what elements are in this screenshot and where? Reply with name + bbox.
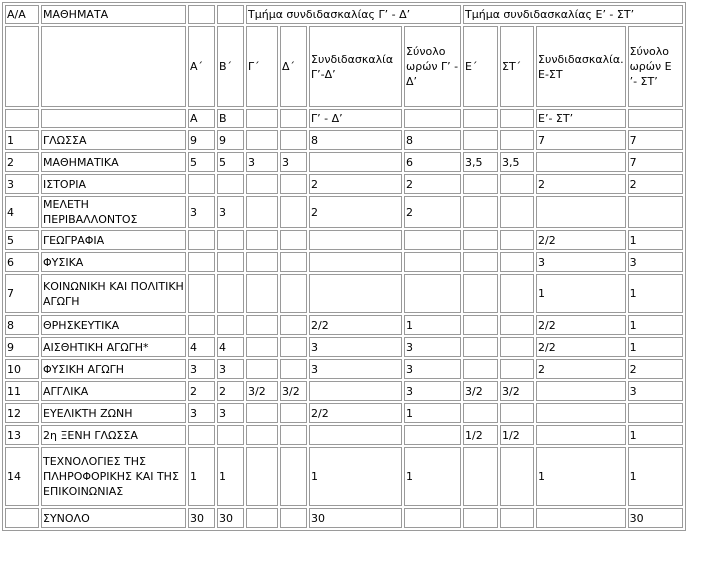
hours-cd-total: 1 (404, 447, 461, 506)
hours-est-total: 7 (628, 152, 683, 172)
hours-e: 3/2 (463, 381, 498, 401)
hours-e (463, 196, 498, 228)
hours-b: 2 (217, 381, 244, 401)
total-cell (5, 508, 39, 528)
header-row (5, 5, 683, 24)
hours-est-total: 3 (628, 381, 683, 401)
hours-a: 9 (188, 130, 215, 150)
hours-c (246, 447, 278, 506)
hours-c (246, 230, 278, 250)
hours-st: 1/2 (500, 425, 534, 445)
hours-e (463, 447, 498, 506)
hours-a (188, 230, 215, 250)
hours-cd-total: 3 (404, 381, 461, 401)
hours-cd-total (404, 425, 461, 445)
row-number: 7 (5, 274, 39, 313)
hours-est-joint: 2 (536, 359, 626, 379)
hours-cd-joint: 1 (309, 447, 402, 506)
total-cell (246, 508, 278, 528)
hours-cd-joint (309, 425, 402, 445)
hours-st (500, 230, 534, 250)
hours-cd-total: 1 (404, 315, 461, 335)
hours-st (500, 274, 534, 313)
hours-c (246, 359, 278, 379)
subject-name: ΜΕΛΕΤΗ ΠΕΡΙΒΑΛΛΟΝΤΟΣ (41, 196, 186, 228)
hours-a: 3 (188, 196, 215, 228)
total-cell (463, 508, 498, 528)
row-number: 13 (5, 425, 39, 445)
column-label-b: Β΄ (217, 26, 244, 107)
hours-d (280, 403, 307, 423)
hours-est-total (628, 196, 683, 228)
hours-d (280, 274, 307, 313)
hours-d (280, 174, 307, 194)
hours-cd-joint: 8 (309, 130, 402, 150)
total-cell (536, 508, 626, 528)
total-cell (280, 508, 307, 528)
table-row (5, 425, 683, 445)
group-labels-row (5, 109, 683, 128)
hours-cd-joint: 2/2 (309, 315, 402, 335)
subject-name: ΕΥΕΛΙΚΤΗ ΖΩΝΗ (41, 403, 186, 423)
hours-d (280, 130, 307, 150)
hours-e (463, 130, 498, 150)
hours-b: 3 (217, 403, 244, 423)
hours-a: 3 (188, 403, 215, 423)
hours-cd-total: 6 (404, 152, 461, 172)
hours-st (500, 337, 534, 357)
hours-st (500, 315, 534, 335)
hours-est-joint: 2/2 (536, 230, 626, 250)
table-row (5, 274, 683, 313)
group-cell: Α (188, 109, 215, 128)
row-number: 9 (5, 337, 39, 357)
hours-a (188, 274, 215, 313)
column-label-e: Ε΄ (463, 26, 498, 107)
curriculum-table (2, 2, 686, 531)
total-cell (404, 508, 461, 528)
hours-st (500, 252, 534, 272)
hours-b: 9 (217, 130, 244, 150)
hours-est-joint (536, 425, 626, 445)
hours-st (500, 174, 534, 194)
total-cell: 30 (217, 508, 244, 528)
hours-est-joint: 2/2 (536, 337, 626, 357)
table-row (5, 230, 683, 250)
hours-e (463, 174, 498, 194)
group-cell (41, 109, 186, 128)
hours-e (463, 230, 498, 250)
hours-c (246, 174, 278, 194)
hours-est-joint: 3 (536, 252, 626, 272)
row-number: 10 (5, 359, 39, 379)
row-number: 3 (5, 174, 39, 194)
hours-c (246, 274, 278, 313)
hours-cd-joint (309, 381, 402, 401)
hours-cd-total: 2 (404, 174, 461, 194)
row-number: 8 (5, 315, 39, 335)
hours-c (246, 403, 278, 423)
row-number: 14 (5, 447, 39, 506)
group-cell (280, 109, 307, 128)
column-label-subject (41, 26, 186, 107)
total-cell: 30 (188, 508, 215, 528)
row-number: 1 (5, 130, 39, 150)
hours-cd-joint: 3 (309, 337, 402, 357)
subject-name: ΚΟΙΝΩΝΙΚΗ ΚΑΙ ΠΟΛΙΤΙΚΗ ΑΓΩΓΗ (41, 274, 186, 313)
hours-st (500, 403, 534, 423)
total-cell: 30 (309, 508, 402, 528)
column-label-st: ΣΤ΄ (500, 26, 534, 107)
hours-e (463, 274, 498, 313)
hours-cd-joint (309, 152, 402, 172)
hours-d (280, 315, 307, 335)
subject-name: ΦΥΣΙΚΑ (41, 252, 186, 272)
hours-d: 3 (280, 152, 307, 172)
hours-b (217, 230, 244, 250)
subject-name: ΜΑΘΗΜΑΤΙΚΑ (41, 152, 186, 172)
header-group-est: Τμήμα συνδιδασκαλίας Ε’ - ΣΤ’ (463, 5, 683, 24)
group-cell (628, 109, 683, 128)
group-cell: Β (217, 109, 244, 128)
hours-st (500, 130, 534, 150)
column-label-cd-joint: Συνδιδασκαλία Γ’-Δ’ (309, 26, 402, 107)
table-row (5, 337, 683, 357)
hours-e (463, 337, 498, 357)
table-row (5, 152, 683, 172)
total-cell (500, 508, 534, 528)
row-number: 11 (5, 381, 39, 401)
subject-name: ΘΡΗΣΚΕΥΤΙΚΑ (41, 315, 186, 335)
hours-est-joint (536, 403, 626, 423)
total-label: ΣΥΝΟΛΟ (41, 508, 186, 528)
hours-cd-total (404, 274, 461, 313)
hours-b: 3 (217, 196, 244, 228)
table-row (5, 381, 683, 401)
hours-c (246, 130, 278, 150)
row-number: 4 (5, 196, 39, 228)
hours-e (463, 403, 498, 423)
hours-a: 4 (188, 337, 215, 357)
hours-st (500, 447, 534, 506)
hours-e (463, 315, 498, 335)
group-cell (246, 109, 278, 128)
table-row (5, 447, 683, 506)
hours-d (280, 425, 307, 445)
hours-c: 3/2 (246, 381, 278, 401)
hours-est-total: 1 (628, 274, 683, 313)
hours-b: 3 (217, 359, 244, 379)
hours-a: 5 (188, 152, 215, 172)
group-cell: Ε’- ΣΤ’ (536, 109, 626, 128)
hours-est-total: 2 (628, 359, 683, 379)
hours-c (246, 425, 278, 445)
hours-cd-joint: 2 (309, 174, 402, 194)
hours-c (246, 252, 278, 272)
subject-name: ΓΕΩΓΡΑΦΙΑ (41, 230, 186, 250)
hours-est-joint: 1 (536, 447, 626, 506)
hours-st (500, 359, 534, 379)
hours-b: 1 (217, 447, 244, 506)
header-blank-b (217, 5, 244, 24)
hours-d (280, 337, 307, 357)
hours-e (463, 359, 498, 379)
hours-e: 1/2 (463, 425, 498, 445)
hours-st (500, 196, 534, 228)
hours-d (280, 230, 307, 250)
hours-d (280, 447, 307, 506)
subject-name: ΓΛΩΣΣΑ (41, 130, 186, 150)
hours-b: 4 (217, 337, 244, 357)
hours-est-total: 1 (628, 337, 683, 357)
hours-cd-total (404, 252, 461, 272)
hours-a: 1 (188, 447, 215, 506)
hours-cd-total: 1 (404, 403, 461, 423)
hours-est-joint: 2 (536, 174, 626, 194)
table-row (5, 359, 683, 379)
column-label-aa (5, 26, 39, 107)
total-row (5, 508, 683, 528)
hours-cd-joint (309, 274, 402, 313)
hours-est-total: 1 (628, 447, 683, 506)
hours-est-total: 1 (628, 425, 683, 445)
column-label-est-joint: Συνδιδασκαλία. Ε-ΣΤ (536, 26, 626, 107)
hours-st: 3/2 (500, 381, 534, 401)
hours-cd-total (404, 230, 461, 250)
hours-cd-joint (309, 230, 402, 250)
hours-est-joint: 1 (536, 274, 626, 313)
subject-name: ΑΙΣΘΗΤΙΚΗ ΑΓΩΓΗ* (41, 337, 186, 357)
hours-b (217, 425, 244, 445)
hours-a (188, 252, 215, 272)
header-subject: ΜΑΘΗΜΑΤΑ (41, 5, 186, 24)
hours-c (246, 196, 278, 228)
total-cell: 30 (628, 508, 683, 528)
hours-e (463, 252, 498, 272)
hours-cd-total: 3 (404, 337, 461, 357)
hours-est-total: 1 (628, 315, 683, 335)
group-cell (463, 109, 498, 128)
table-row (5, 252, 683, 272)
hours-b (217, 315, 244, 335)
row-number: 2 (5, 152, 39, 172)
subject-rows (5, 130, 683, 506)
hours-a: 2 (188, 381, 215, 401)
header-aa: Α/Α (5, 5, 39, 24)
hours-est-joint (536, 381, 626, 401)
row-number: 12 (5, 403, 39, 423)
hours-d (280, 252, 307, 272)
hours-a (188, 315, 215, 335)
hours-cd-total: 2 (404, 196, 461, 228)
group-cell (500, 109, 534, 128)
group-cell (5, 109, 39, 128)
column-label-est-total: Σύνολο ωρών Ε ’- ΣΤ’ (628, 26, 683, 107)
hours-c (246, 315, 278, 335)
table-row (5, 403, 683, 423)
hours-est-joint: 7 (536, 130, 626, 150)
hours-cd-joint: 2 (309, 196, 402, 228)
subject-name: ΑΓΓΛΙΚΑ (41, 381, 186, 401)
hours-a: 3 (188, 359, 215, 379)
subject-name: ΤΕΧΝΟΛΟΓΙΕΣ ΤΗΣ ΠΛΗΡΟΦΟΡΙΚΗΣ ΚΑΙ ΤΗΣ ΕΠΙΚΟΙΝΩΝΙΑΣ (41, 447, 186, 506)
hours-d (280, 359, 307, 379)
column-label-a: Α΄ (188, 26, 215, 107)
hours-est-total: 1 (628, 230, 683, 250)
hours-est-total: 3 (628, 252, 683, 272)
hours-e: 3,5 (463, 152, 498, 172)
subject-name: 2η ΞΕΝΗ ΓΛΩΣΣΑ (41, 425, 186, 445)
hours-b (217, 274, 244, 313)
column-label-c: Γ΄ (246, 26, 278, 107)
table-row (5, 196, 683, 228)
hours-est-total (628, 403, 683, 423)
hours-a (188, 174, 215, 194)
hours-d: 3/2 (280, 381, 307, 401)
hours-est-total: 7 (628, 130, 683, 150)
table-row (5, 130, 683, 150)
hours-cd-joint: 2/2 (309, 403, 402, 423)
column-label-d: Δ΄ (280, 26, 307, 107)
hours-cd-joint (309, 252, 402, 272)
hours-d (280, 196, 307, 228)
hours-st: 3,5 (500, 152, 534, 172)
group-cell: Γ’ - Δ’ (309, 109, 402, 128)
table-row (5, 315, 683, 335)
hours-est-joint (536, 152, 626, 172)
hours-b: 5 (217, 152, 244, 172)
hours-c (246, 337, 278, 357)
row-number: 6 (5, 252, 39, 272)
hours-b (217, 174, 244, 194)
subject-name: ΦΥΣΙΚΗ ΑΓΩΓΗ (41, 359, 186, 379)
hours-a (188, 425, 215, 445)
hours-est-total: 2 (628, 174, 683, 194)
header-blank-a (188, 5, 215, 24)
hours-c: 3 (246, 152, 278, 172)
hours-cd-total: 3 (404, 359, 461, 379)
header-group-cd: Τμήμα συνδιδασκαλίας Γ’ - Δ’ (246, 5, 461, 24)
hours-b (217, 252, 244, 272)
column-labels-row (5, 26, 683, 107)
hours-est-joint (536, 196, 626, 228)
group-cell (404, 109, 461, 128)
hours-cd-joint: 3 (309, 359, 402, 379)
hours-cd-total: 8 (404, 130, 461, 150)
column-label-cd-total: Σύνολο ωρών Γ’ - Δ’ (404, 26, 461, 107)
subject-name: ΙΣΤΟΡΙΑ (41, 174, 186, 194)
row-number: 5 (5, 230, 39, 250)
table-row (5, 174, 683, 194)
hours-est-joint: 2/2 (536, 315, 626, 335)
